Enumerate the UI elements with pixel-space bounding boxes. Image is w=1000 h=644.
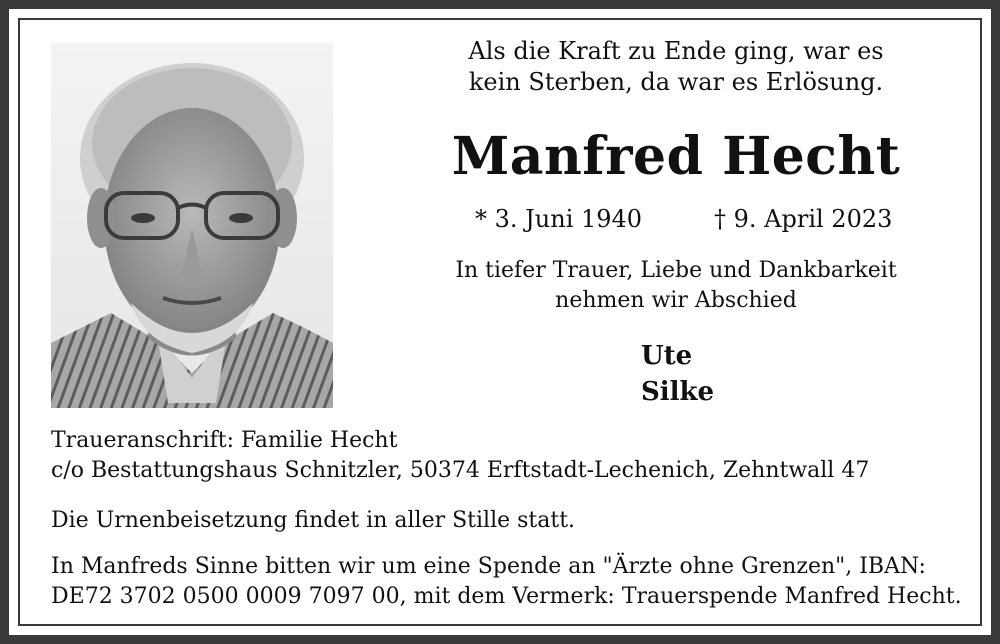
birth-date: * 3. Juni 1940 — [475, 205, 643, 233]
quote-line-2: kein Sterben, da war es Erlösung. — [468, 68, 884, 96]
address-line-1: Traueranschrift: Familie Hecht — [51, 428, 398, 453]
death-date: † 9. April 2023 — [714, 205, 893, 233]
family-member: Silke — [641, 377, 715, 407]
mourning-address — [51, 426, 980, 486]
mourning-line-2: nehmen wir Abschied — [555, 288, 797, 313]
donation-line-2: DE72 3702 0500 0009 7097 00, mit dem Vermerk: Trauerspende Manfred Hecht. — [51, 584, 962, 609]
family-member: Ute — [641, 341, 693, 371]
quote-block — [360, 36, 992, 98]
donation-request — [51, 552, 980, 612]
donation-line-1: In Manfreds Sinne bitten wir um eine Spende an "Ärzte ohne Grenzen", IBAN: — [51, 554, 926, 579]
portrait-photo — [51, 43, 333, 408]
mourning-line-1: In tiefer Trauer, Liebe und Dankbarkeit — [455, 258, 897, 283]
deceased-name: Manfred Hecht — [451, 126, 901, 187]
quote-line-1: Als die Kraft zu Ende ging, war es — [468, 37, 884, 65]
address-line-2: c/o Bestattungshaus Schnitzler, 50374 Erftstadt-Lechenich, Zehntwall 47 — [51, 458, 870, 483]
mourning-text — [360, 256, 992, 316]
burial-notice: Die Urnenbeisetzung findet in aller Stille statt. — [51, 508, 576, 533]
family-names — [641, 338, 714, 410]
